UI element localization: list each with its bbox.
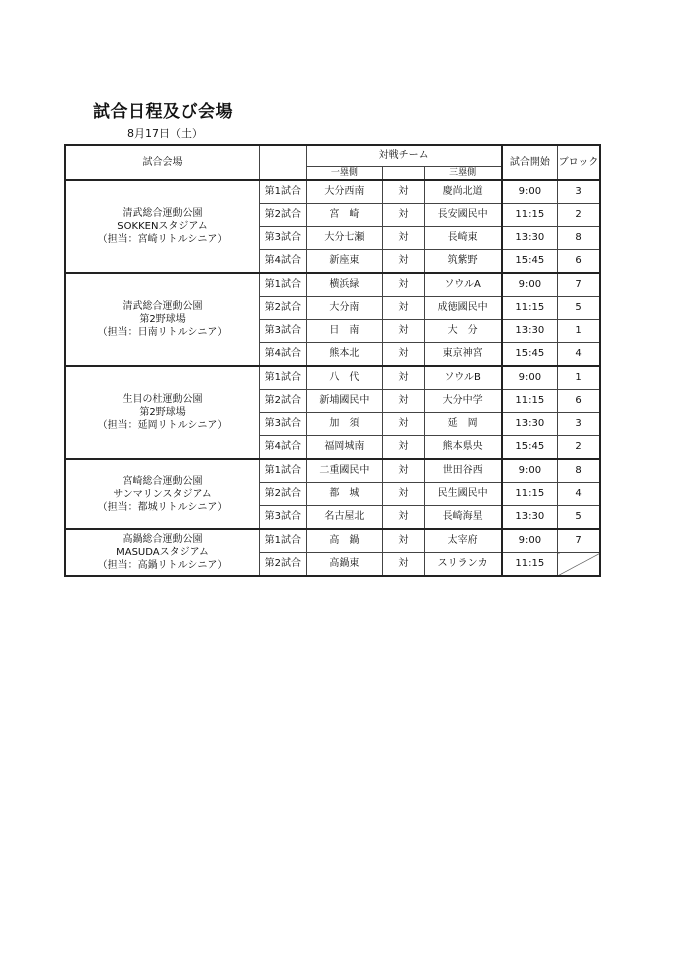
start-time: 9:00 bbox=[502, 180, 558, 204]
third-base-team: ソウルA bbox=[424, 273, 502, 297]
game-number: 第2試合 bbox=[260, 297, 307, 320]
venue-cell bbox=[65, 180, 260, 273]
vs-label: 対 bbox=[383, 204, 424, 227]
first-base-team: 大分七瀬 bbox=[306, 227, 383, 250]
block-number: 4 bbox=[558, 483, 600, 506]
game-number: 第3試合 bbox=[260, 413, 307, 436]
game-number: 第3試合 bbox=[260, 320, 307, 343]
header-matchup: 対戦チーム bbox=[306, 145, 502, 167]
schedule-table bbox=[64, 144, 601, 577]
first-base-team: 加 須 bbox=[306, 413, 383, 436]
first-base-team: 大分南 bbox=[306, 297, 383, 320]
game-number: 第2試合 bbox=[260, 390, 307, 413]
block-number: 7 bbox=[558, 273, 600, 297]
game-number: 第1試合 bbox=[260, 529, 307, 553]
first-base-team: 高 鍋 bbox=[306, 529, 383, 553]
third-base-team: 延 岡 bbox=[424, 413, 502, 436]
third-base-team: 東京神宮 bbox=[424, 343, 502, 367]
venue-line: （担当：宮崎リトルシニア） bbox=[97, 234, 228, 245]
block-number: 7 bbox=[558, 529, 600, 553]
vs-label: 対 bbox=[383, 436, 424, 460]
header-first-side: 一塁側 bbox=[306, 167, 383, 181]
block-number: 5 bbox=[558, 297, 600, 320]
game-number: 第2試合 bbox=[260, 553, 307, 577]
vs-label: 対 bbox=[383, 273, 424, 297]
start-time: 15:45 bbox=[502, 343, 558, 367]
vs-label: 対 bbox=[383, 366, 424, 390]
venue-line: 宮崎総合運動公園 bbox=[122, 475, 203, 487]
first-base-team: 名古屋北 bbox=[306, 506, 383, 530]
first-base-team: 横浜緑 bbox=[306, 273, 383, 297]
vs-label: 対 bbox=[383, 506, 424, 530]
game-number: 第1試合 bbox=[260, 459, 307, 483]
game-number: 第1試合 bbox=[260, 366, 307, 390]
vs-label: 対 bbox=[383, 180, 424, 204]
venue-line: 第2野球場 bbox=[139, 314, 186, 325]
block-number: 4 bbox=[558, 343, 600, 367]
vs-label: 対 bbox=[383, 343, 424, 367]
block-number: 5 bbox=[558, 506, 600, 530]
table-row bbox=[65, 366, 600, 390]
venue-line: （担当：都城リトルシニア） bbox=[97, 501, 228, 513]
third-base-team: スリランカ bbox=[424, 553, 502, 577]
third-base-team: 成徳國民中 bbox=[424, 297, 502, 320]
block-number: 3 bbox=[558, 180, 600, 204]
start-time: 9:00 bbox=[502, 273, 558, 297]
venue-line: 高鍋総合運動公園 bbox=[122, 534, 203, 545]
game-number: 第4試合 bbox=[260, 343, 307, 367]
third-base-team: 長安國民中 bbox=[424, 204, 502, 227]
venue-line: （担当：日南リトルシニア） bbox=[97, 327, 228, 338]
third-base-team: 慶尚北道 bbox=[424, 180, 502, 204]
header-row bbox=[65, 145, 600, 167]
first-base-team: 日 南 bbox=[306, 320, 383, 343]
start-time: 13:30 bbox=[502, 227, 558, 250]
venue-line: 第2野球場 bbox=[139, 407, 186, 418]
third-base-team: 世田谷西 bbox=[424, 459, 502, 483]
vs-label: 対 bbox=[383, 483, 424, 506]
schedule-date: 8月17日（土） bbox=[127, 127, 203, 140]
third-base-team: 民生國民中 bbox=[424, 483, 502, 506]
vs-label: 対 bbox=[383, 459, 424, 483]
block-number: 8 bbox=[558, 459, 600, 483]
game-number: 第2試合 bbox=[260, 204, 307, 227]
venue-cell bbox=[65, 529, 260, 576]
game-number: 第4試合 bbox=[260, 436, 307, 460]
first-base-team: 新座東 bbox=[306, 250, 383, 274]
table-row bbox=[65, 459, 600, 483]
table-row bbox=[65, 273, 600, 297]
first-base-team: 八 代 bbox=[306, 366, 383, 390]
header-block: ブロック bbox=[558, 145, 600, 180]
first-base-team: 熊本北 bbox=[306, 343, 383, 367]
venue-line: （担当：高鍋リトルシニア） bbox=[97, 560, 228, 571]
game-number: 第3試合 bbox=[260, 506, 307, 530]
game-number: 第2試合 bbox=[260, 483, 307, 506]
game-number: 第3試合 bbox=[260, 227, 307, 250]
vs-label: 対 bbox=[383, 227, 424, 250]
start-time: 13:30 bbox=[502, 320, 558, 343]
vs-label: 対 bbox=[383, 297, 424, 320]
start-time: 11:15 bbox=[502, 390, 558, 413]
block-number: 2 bbox=[558, 436, 600, 460]
block-number: 1 bbox=[558, 320, 600, 343]
third-base-team: 大分中学 bbox=[424, 390, 502, 413]
game-number: 第1試合 bbox=[260, 180, 307, 204]
header-third-side: 三塁側 bbox=[424, 167, 502, 181]
first-base-team: 大分西南 bbox=[306, 180, 383, 204]
third-base-team: 筑紫野 bbox=[424, 250, 502, 274]
venue-line: SOKKENスタジアム bbox=[117, 221, 208, 232]
third-base-team: 太宰府 bbox=[424, 529, 502, 553]
start-time: 15:45 bbox=[502, 436, 558, 460]
start-time: 11:15 bbox=[502, 204, 558, 227]
start-time: 9:00 bbox=[502, 366, 558, 390]
block-number: 6 bbox=[558, 390, 600, 413]
first-base-team: 都 城 bbox=[306, 483, 383, 506]
start-time: 13:30 bbox=[502, 413, 558, 436]
vs-label: 対 bbox=[383, 320, 424, 343]
game-number: 第1試合 bbox=[260, 273, 307, 297]
start-time: 11:15 bbox=[502, 483, 558, 506]
venue-line: 清武総合運動公園 bbox=[122, 208, 203, 219]
first-base-team: 宮 崎 bbox=[306, 204, 383, 227]
first-base-team: 二重國民中 bbox=[306, 459, 383, 483]
vs-label: 対 bbox=[383, 390, 424, 413]
start-time: 9:00 bbox=[502, 459, 558, 483]
venue-cell bbox=[65, 459, 260, 529]
venue-cell bbox=[65, 366, 260, 459]
first-base-team: 新埔國民中 bbox=[306, 390, 383, 413]
third-base-team: ソウルB bbox=[424, 366, 502, 390]
third-base-team: 熊本県央 bbox=[424, 436, 502, 460]
table-row bbox=[65, 529, 600, 553]
vs-label: 対 bbox=[383, 553, 424, 577]
start-time: 13:30 bbox=[502, 506, 558, 530]
venue-line: （担当：延岡リトルシニア） bbox=[97, 420, 228, 431]
page-title: 試合日程及び会場 bbox=[93, 102, 233, 122]
vs-label: 対 bbox=[383, 250, 424, 274]
game-number: 第4試合 bbox=[260, 250, 307, 274]
block-number: 8 bbox=[558, 227, 600, 250]
first-base-team: 高鍋東 bbox=[306, 553, 383, 577]
header-vs-blank bbox=[383, 167, 424, 181]
vs-label: 対 bbox=[383, 413, 424, 436]
table-row bbox=[65, 180, 600, 204]
block-number: 2 bbox=[558, 204, 600, 227]
third-base-team: 長崎海星 bbox=[424, 506, 502, 530]
vs-label: 対 bbox=[383, 529, 424, 553]
third-base-team: 大 分 bbox=[424, 320, 502, 343]
header-venue: 試合会場 bbox=[65, 145, 260, 180]
third-base-team: 長崎東 bbox=[424, 227, 502, 250]
start-time: 15:45 bbox=[502, 250, 558, 274]
venue-line: MASUDAスタジアム bbox=[116, 547, 209, 558]
venue-line: 清武総合運動公園 bbox=[122, 301, 203, 312]
start-time: 11:15 bbox=[502, 297, 558, 320]
block-number: 3 bbox=[558, 413, 600, 436]
block-number: 6 bbox=[558, 250, 600, 274]
venue-line: 生目の杜運動公園 bbox=[122, 394, 203, 405]
header-start: 試合開始 bbox=[502, 145, 558, 180]
block-number bbox=[558, 553, 600, 577]
block-number: 1 bbox=[558, 366, 600, 390]
venue-line: サンマリンスタジアム bbox=[113, 488, 212, 500]
venue-cell bbox=[65, 273, 260, 366]
header-game-no bbox=[260, 145, 307, 180]
start-time: 9:00 bbox=[502, 529, 558, 553]
first-base-team: 福岡城南 bbox=[306, 436, 383, 460]
start-time: 11:15 bbox=[502, 553, 558, 577]
